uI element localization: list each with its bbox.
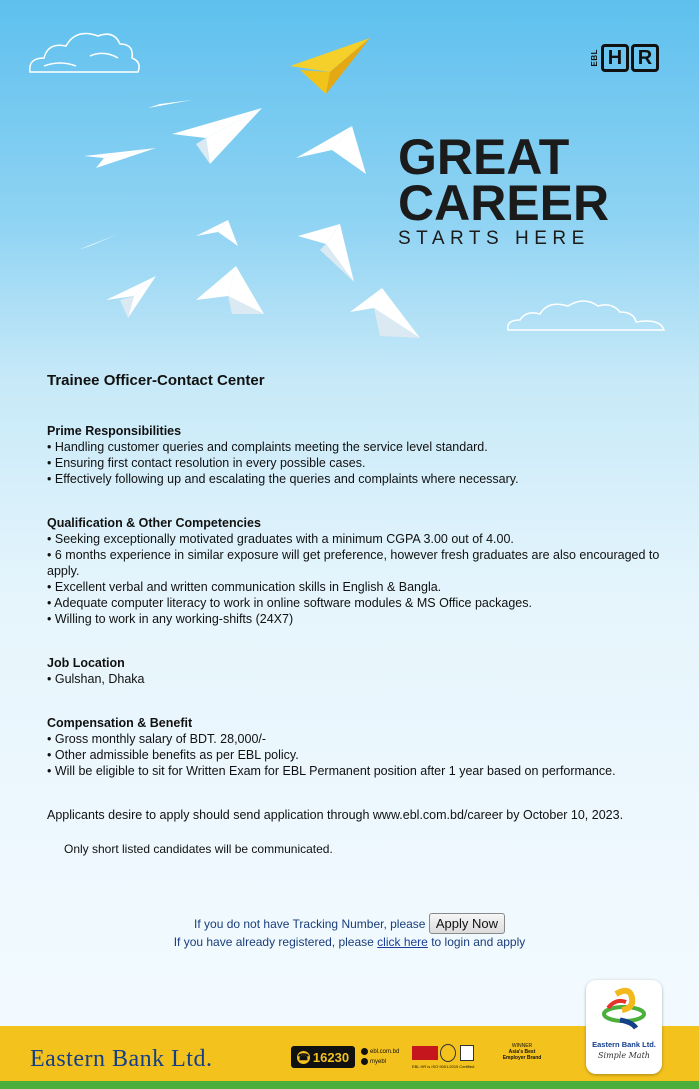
logo-bank-name: Eastern Bank Ltd.: [592, 1040, 656, 1049]
footer-green-stripe: [0, 1081, 699, 1089]
footer-links: [361, 1047, 399, 1067]
award-line2: Employer Brand: [502, 1055, 542, 1061]
headline-career: CAREER: [398, 175, 610, 231]
list-item: • Handling customer queries and complaints meeting the service level standard.: [47, 439, 667, 455]
registered-prefix: If you have already registered, please: [173, 935, 374, 949]
hotline-number: 16230: [312, 1049, 350, 1065]
shortlist-note: Only short listed candidates will be communicated.: [64, 842, 333, 856]
section-job-location: [47, 655, 667, 687]
award-top: WINNER: [511, 1043, 533, 1049]
tracking-login-row: [0, 935, 699, 949]
section-heading: Qualification & Other Competencies: [47, 516, 261, 530]
footer-social: myebl: [370, 1059, 387, 1065]
apply-instructions: Applicants desire to apply should send application through www.ebl.com.bd/career by October 10, 2023.: [47, 808, 624, 822]
registered-suffix: to login and apply: [431, 935, 526, 949]
list-item: • Ensuring first contact resolution in every possible cases.: [47, 455, 667, 471]
section-heading: Prime Responsibilities: [47, 424, 182, 438]
cert-text: EBL HR is ISO 9001:2015 Certified: [412, 1064, 475, 1069]
section-compensation: [47, 715, 667, 779]
list-item: • Gulshan, Dhaka: [47, 671, 667, 687]
phone-icon: ☎: [297, 1051, 310, 1062]
hero-banner: [0, 0, 699, 350]
eastern-bank-logo: [586, 980, 662, 1074]
cloud-left-icon: [30, 34, 139, 72]
list-item: • Excellent verbal and written communication skills in English & Bangla.: [47, 579, 667, 595]
logo-ebl-text: EBL: [590, 49, 599, 67]
apply-now-button[interactable]: Apply Now: [429, 913, 505, 934]
section-qualification: [47, 515, 667, 627]
list-item: • Other admissible benefits as per EBL policy.: [47, 747, 667, 763]
tracking-apply-row: [0, 913, 699, 934]
cloud-right-icon: [508, 301, 664, 330]
ebl-emblem-icon: [586, 980, 662, 1040]
yellow-paper-plane-icon: [290, 38, 370, 94]
list-item: • 6 months experience in similar exposure will get preference, however fresh graduates are also encouraged to apply.: [47, 547, 667, 579]
section-prime-responsibilities: [47, 423, 667, 487]
list-item: • Willing to work in any working-shifts (24X7): [47, 611, 667, 627]
logo-slogan: Simple Math: [598, 1051, 650, 1060]
globe-icon: [361, 1048, 368, 1055]
list-item: • Seeking exceptionally motivated graduates with a minimum CGPA 3.00 out of 4.00.: [47, 531, 667, 547]
footer-web: ebl.com.bd: [370, 1049, 400, 1055]
list-item: • Will be eligible to sit for Written Exam for EBL Permanent position after 1 year based on performance.: [47, 763, 667, 779]
cert-badge-red: [412, 1046, 438, 1060]
list-item: • Effectively following up and escalating the queries and complaints where necessary.: [47, 471, 667, 487]
employer-brand-award: [497, 1043, 547, 1071]
iso-certification: [412, 1044, 476, 1070]
logo-h-letter: H: [601, 44, 629, 72]
job-description: [47, 373, 667, 857]
award-line1: Asia's Best: [508, 1049, 536, 1055]
hotline-badge: [291, 1046, 355, 1068]
headline-great: GREAT: [398, 129, 570, 185]
section-heading: Job Location: [47, 656, 125, 670]
cert-badge-icon: [460, 1045, 474, 1061]
list-item: • Gross monthly salary of BDT. 28,000/-: [47, 731, 667, 747]
tracking-prefix: If you do not have Tracking Number, please: [194, 917, 426, 931]
cert-seal-icon: [440, 1044, 456, 1062]
click-here-link[interactable]: click here: [377, 935, 428, 949]
headline: [398, 129, 610, 250]
logo-r-letter: R: [631, 44, 659, 72]
ebl-hr-logo: [590, 44, 659, 72]
facebook-icon: [361, 1058, 368, 1065]
job-title: Trainee Officer-Contact Center: [47, 372, 265, 389]
footer-bank-name: Eastern Bank Ltd.: [30, 1046, 213, 1072]
headline-tagline: STARTS HERE: [398, 228, 590, 249]
list-item: • Adequate computer literacy to work in online software modules & MS Office packages.: [47, 595, 667, 611]
section-heading: Compensation & Benefit: [47, 716, 193, 730]
